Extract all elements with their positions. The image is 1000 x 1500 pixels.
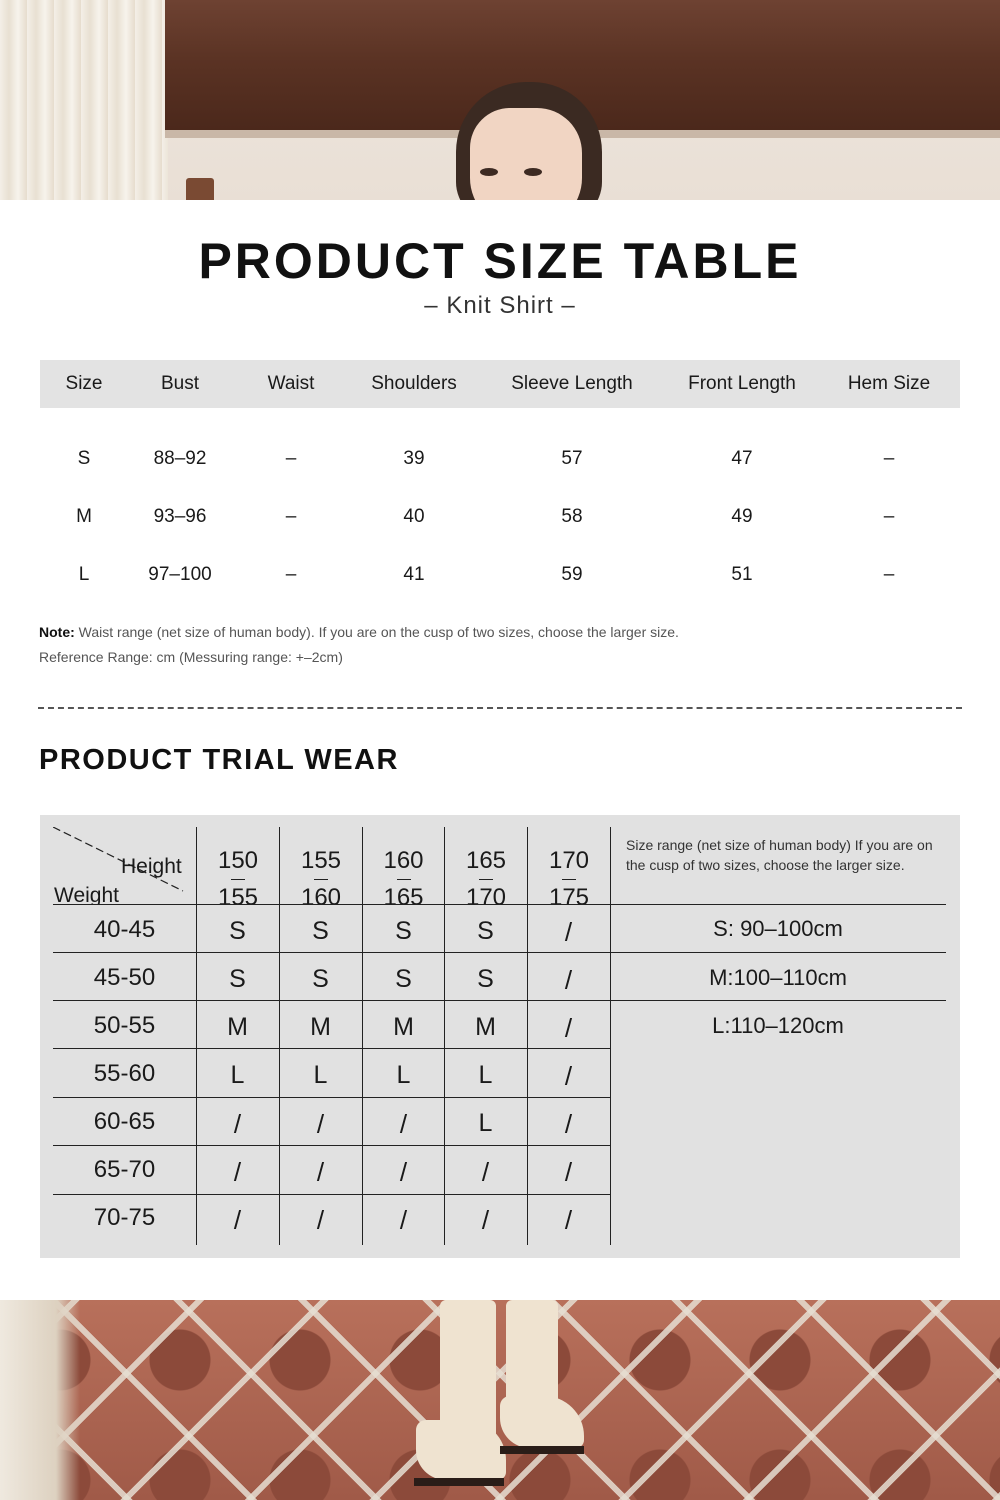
size-cell: / (316, 1157, 325, 1187)
boot-sole (414, 1478, 504, 1486)
table-cell: – (883, 448, 895, 469)
weight-label: 60-65 (93, 1108, 156, 1135)
table-cell: 97–100 (148, 564, 212, 585)
dashed-divider (38, 707, 962, 709)
table-cell: L (78, 564, 90, 585)
table-cell: S (77, 448, 91, 469)
height-from: 150 (217, 847, 259, 874)
table-cell: 47 (731, 448, 753, 469)
note-text: Waist range (net size of human body). If you are on the cusp of two sizes, choose the larger size. (74, 624, 679, 640)
table-cell: 93–96 (153, 506, 207, 527)
weight-label: 55-60 (93, 1060, 156, 1087)
header-shoulders: Shoulders (371, 373, 457, 394)
size-cell: S (395, 917, 412, 945)
height-to: 165 (383, 884, 424, 911)
height-to: 170 (465, 884, 507, 911)
size-cell: S (477, 965, 494, 993)
size-cell: / (564, 1157, 573, 1187)
table-cell: 58 (561, 506, 583, 527)
height-from: 155 (300, 847, 342, 874)
range-s: S: 90–100cm (713, 916, 843, 941)
size-cell: S (312, 965, 329, 993)
size-cell: / (233, 1109, 242, 1139)
height-to: 160 (300, 884, 342, 911)
reference-range-note: Reference Range: cm (Messuring range: +–2cm) (39, 649, 343, 665)
size-cell: S (395, 965, 412, 993)
table-cell: – (285, 564, 297, 585)
size-cell: M (310, 1013, 331, 1041)
size-range-note: Size range (net size of human body) If you are on the cusp of two sizes, choose the larger size. (626, 837, 933, 873)
table-cell: 49 (731, 506, 753, 527)
size-cell: M (227, 1013, 248, 1041)
table-cell: – (285, 506, 297, 527)
range-bar (562, 879, 576, 880)
table-row (40, 546, 960, 604)
boot-sole (500, 1446, 584, 1454)
grid-line (53, 904, 946, 905)
size-cell: / (564, 1205, 573, 1235)
weight-label: 45-50 (93, 964, 156, 991)
table-cell: – (883, 506, 895, 527)
size-cell: / (481, 1157, 490, 1187)
table-row (40, 488, 960, 546)
height-header (279, 827, 362, 911)
size-cell: / (564, 1109, 573, 1139)
header-front-length: Front Length (688, 373, 796, 394)
header-size: Size (65, 373, 103, 394)
height-header (362, 827, 444, 911)
size-cell: S (477, 917, 494, 945)
size-note (39, 624, 959, 640)
table-cell: 41 (403, 564, 425, 585)
model-eye (524, 168, 542, 176)
height-header (527, 827, 610, 911)
note-label: Note: (39, 624, 75, 640)
curtain (0, 1300, 80, 1500)
curtain (0, 0, 168, 200)
size-cell: / (233, 1205, 242, 1235)
height-from: 170 (548, 847, 590, 874)
trial-wear-title: PRODUCT TRIAL WEAR (39, 744, 399, 776)
height-to: 175 (548, 884, 590, 911)
size-cell: / (564, 1061, 573, 1091)
header-hem-size: Hem Size (847, 373, 931, 394)
size-cell: L (230, 1061, 245, 1089)
size-cell: / (564, 1013, 573, 1043)
weight-label: 65-70 (93, 1156, 156, 1183)
size-table-header (40, 360, 960, 408)
size-cell: / (399, 1109, 408, 1139)
height-from: 165 (465, 847, 507, 874)
table-cell: M (76, 506, 92, 527)
corner-weight-label: Weight (54, 884, 119, 905)
size-cell: S (229, 917, 246, 945)
height-header (444, 827, 527, 911)
corner-height-label: Height (121, 855, 182, 878)
range-l: L:110–120cm (712, 1013, 844, 1038)
range-bar (479, 879, 493, 880)
header-bust: Bust (160, 373, 200, 394)
model-photo-bottom (0, 1300, 1000, 1500)
table-cell: 57 (561, 448, 583, 469)
size-cell: L (396, 1061, 411, 1089)
size-cell: L (478, 1109, 493, 1137)
table-cell: 51 (731, 564, 753, 585)
table-cell: 39 (403, 448, 425, 469)
grid-line (53, 1000, 946, 1001)
weight-label: 40-45 (93, 916, 156, 943)
size-cell: M (393, 1013, 414, 1041)
header-waist: Waist (267, 373, 315, 394)
size-cell: L (313, 1061, 328, 1089)
model-photo-top (0, 0, 1000, 200)
size-cell: / (316, 1205, 325, 1235)
page-title: PRODUCT SIZE TABLE (198, 233, 802, 289)
size-cell: S (312, 917, 329, 945)
table-cell: – (285, 448, 297, 469)
size-cell: M (475, 1013, 496, 1041)
size-cell: / (564, 917, 573, 947)
trial-wear-table (40, 815, 960, 1258)
size-cell: / (399, 1157, 408, 1187)
height-to: 155 (217, 884, 259, 911)
table-row (40, 430, 960, 488)
range-m: M:100–110cm (709, 965, 847, 990)
height-from: 160 (383, 847, 424, 874)
range-bar (397, 879, 411, 880)
grid-line (53, 952, 946, 953)
size-cell: / (481, 1205, 490, 1235)
header-sleeve-length: Sleeve Length (511, 373, 633, 394)
range-bar (231, 879, 245, 880)
weight-label: 50-55 (93, 1012, 156, 1039)
table-cell: 88–92 (153, 448, 207, 469)
vase (186, 178, 214, 200)
table-cell: 40 (403, 506, 425, 527)
size-table (40, 360, 960, 604)
model-eye (480, 168, 498, 176)
corner-header-cell (53, 827, 196, 905)
range-bar (314, 879, 328, 880)
table-cell: 59 (561, 564, 583, 585)
table-cell: – (883, 564, 895, 585)
size-cell: / (399, 1205, 408, 1235)
model-face (470, 108, 582, 200)
weight-label: 70-75 (93, 1204, 156, 1231)
size-cell: / (233, 1157, 242, 1187)
size-cell: L (478, 1061, 493, 1089)
size-cell: / (564, 965, 573, 995)
page-subtitle: – Knit Shirt – (424, 292, 576, 319)
height-header (196, 827, 279, 911)
size-cell: / (316, 1109, 325, 1139)
size-cell: S (229, 965, 246, 993)
